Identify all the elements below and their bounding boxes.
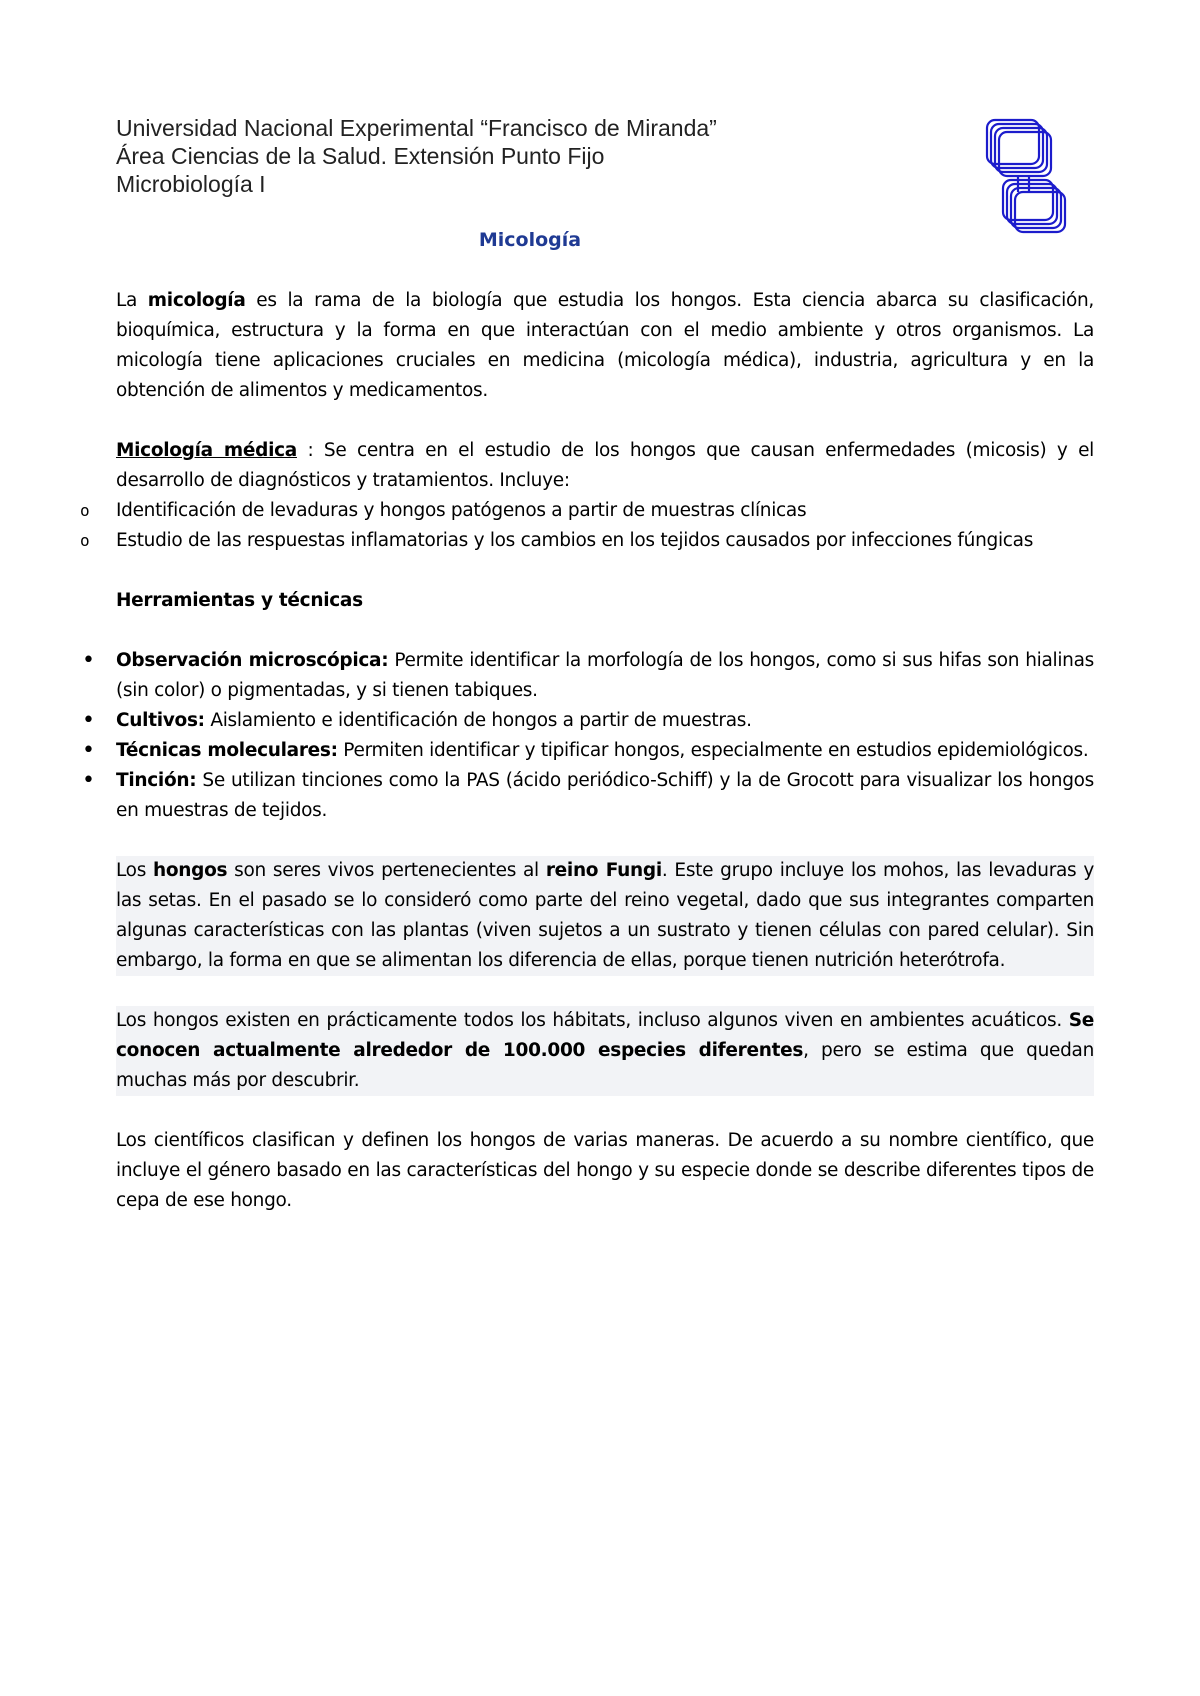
tool-text: Permiten identificar y tipificar hongos, especialmente en estudios epidemiológicos. <box>337 740 1089 761</box>
intro-paragraph <box>116 286 1094 406</box>
tool-label: Técnicas moleculares: <box>116 740 338 761</box>
intro-text-start: La <box>116 290 148 311</box>
medical-mycology-text: Se centra en el estudio de los hongos que causan enfermedades (micosis) y el desarrollo de diagnósticos y tratamientos. Incluye: <box>116 440 1094 491</box>
page-title: Micología <box>478 229 582 251</box>
list-item <box>116 706 1094 736</box>
medical-mycology-colon: : <box>296 440 324 461</box>
area-name: Área Ciencias de la Salud. Extensión Punto Fijo <box>116 143 605 169</box>
tools-list <box>116 646 1094 826</box>
document-header <box>116 114 916 198</box>
species-count-text: Se conocen actualmente alrededor de 100.000 especies diferentes <box>116 1010 1094 1061</box>
medical-mycology-paragraph <box>116 436 1094 496</box>
kingdom-term: reino Fungi <box>545 860 662 881</box>
fungi-text: son seres vivos pertenecientes al <box>227 860 546 881</box>
fungi-text: Los <box>116 860 153 881</box>
list-item <box>116 736 1094 766</box>
list-item: o Identificación de levaduras y hongos patógenos a partir de muestras clínicas <box>116 496 1094 526</box>
tool-label: Cultivos: <box>116 710 205 731</box>
habitats-paragraph <box>116 1006 1094 1096</box>
list-item <box>116 766 1094 826</box>
tool-text: Permite identificar la morfología de los hongos, como si sus hifas son hialinas (sin color) o pigmentadas, y si tienen tabiques. <box>116 650 1094 701</box>
course-name: Microbiología I <box>116 171 266 197</box>
classification-paragraph: Los científicos clasifican y definen los hongos de varias maneras. De acuerdo a su nombre científico, que incluye el género basado en las características del hongo y su especie donde se describe diferentes tipos de cepa de ese hongo. <box>116 1130 1094 1211</box>
fungi-term: hongos <box>153 860 228 881</box>
habitats-text: , pero se estima que quedan muchas más por descubrir. <box>116 1040 1094 1091</box>
unefm-logo-icon <box>985 118 1070 242</box>
university-name: Universidad Nacional Experimental “Francisco de Miranda” <box>116 115 717 141</box>
tool-label: Tinción: <box>116 770 197 791</box>
medical-mycology-label: Micología médica <box>116 440 297 461</box>
document-body <box>116 286 1094 1216</box>
fungi-text: . Este grupo incluye los mohos, las levaduras y las setas. En el pasado se lo consideró como parte del reino vegetal, dado que sus integrantes comparten algunas características con las plantas (viven sujetos a un sustrato y tienen células con pared celular). Sin embargo, la forma en que se alimentan los diferencia de ellas, porque tienen nutrición heterótrofa. <box>116 860 1094 971</box>
medical-mycology-list <box>116 496 1094 556</box>
list-item: o Estudio de las respuestas inflamatorias y los cambios en los tejidos causados por infecciones fúngicas <box>116 526 1094 556</box>
intro-text-rest: es la rama de la biología que estudia los hongos. Esta ciencia abarca su clasificación, bioquímica, estructura y la forma en que interactúan con el medio ambiente y otros organismos. La micología tiene aplicaciones cruciales en medicina (micología médica), industria, agricultura y en la obtención de alimentos y medicamentos. <box>116 290 1094 401</box>
tools-heading: Herramientas y técnicas <box>116 590 363 611</box>
tool-label: Observación microscópica: <box>116 650 389 671</box>
tool-text: Se utilizan tinciones como la PAS (ácido periódico-Schiff) y la de Grocott para visualizar los hongos en muestras de tejidos. <box>116 770 1094 821</box>
list-item <box>116 646 1094 706</box>
tool-text: Aislamiento e identificación de hongos a partir de muestras. <box>204 710 752 731</box>
intro-term: micología <box>147 290 246 311</box>
fungi-paragraph <box>116 856 1094 976</box>
habitats-text: Los hongos existen en prácticamente todos los hábitats, incluso algunos viven en ambientes acuáticos. <box>116 1010 1069 1031</box>
